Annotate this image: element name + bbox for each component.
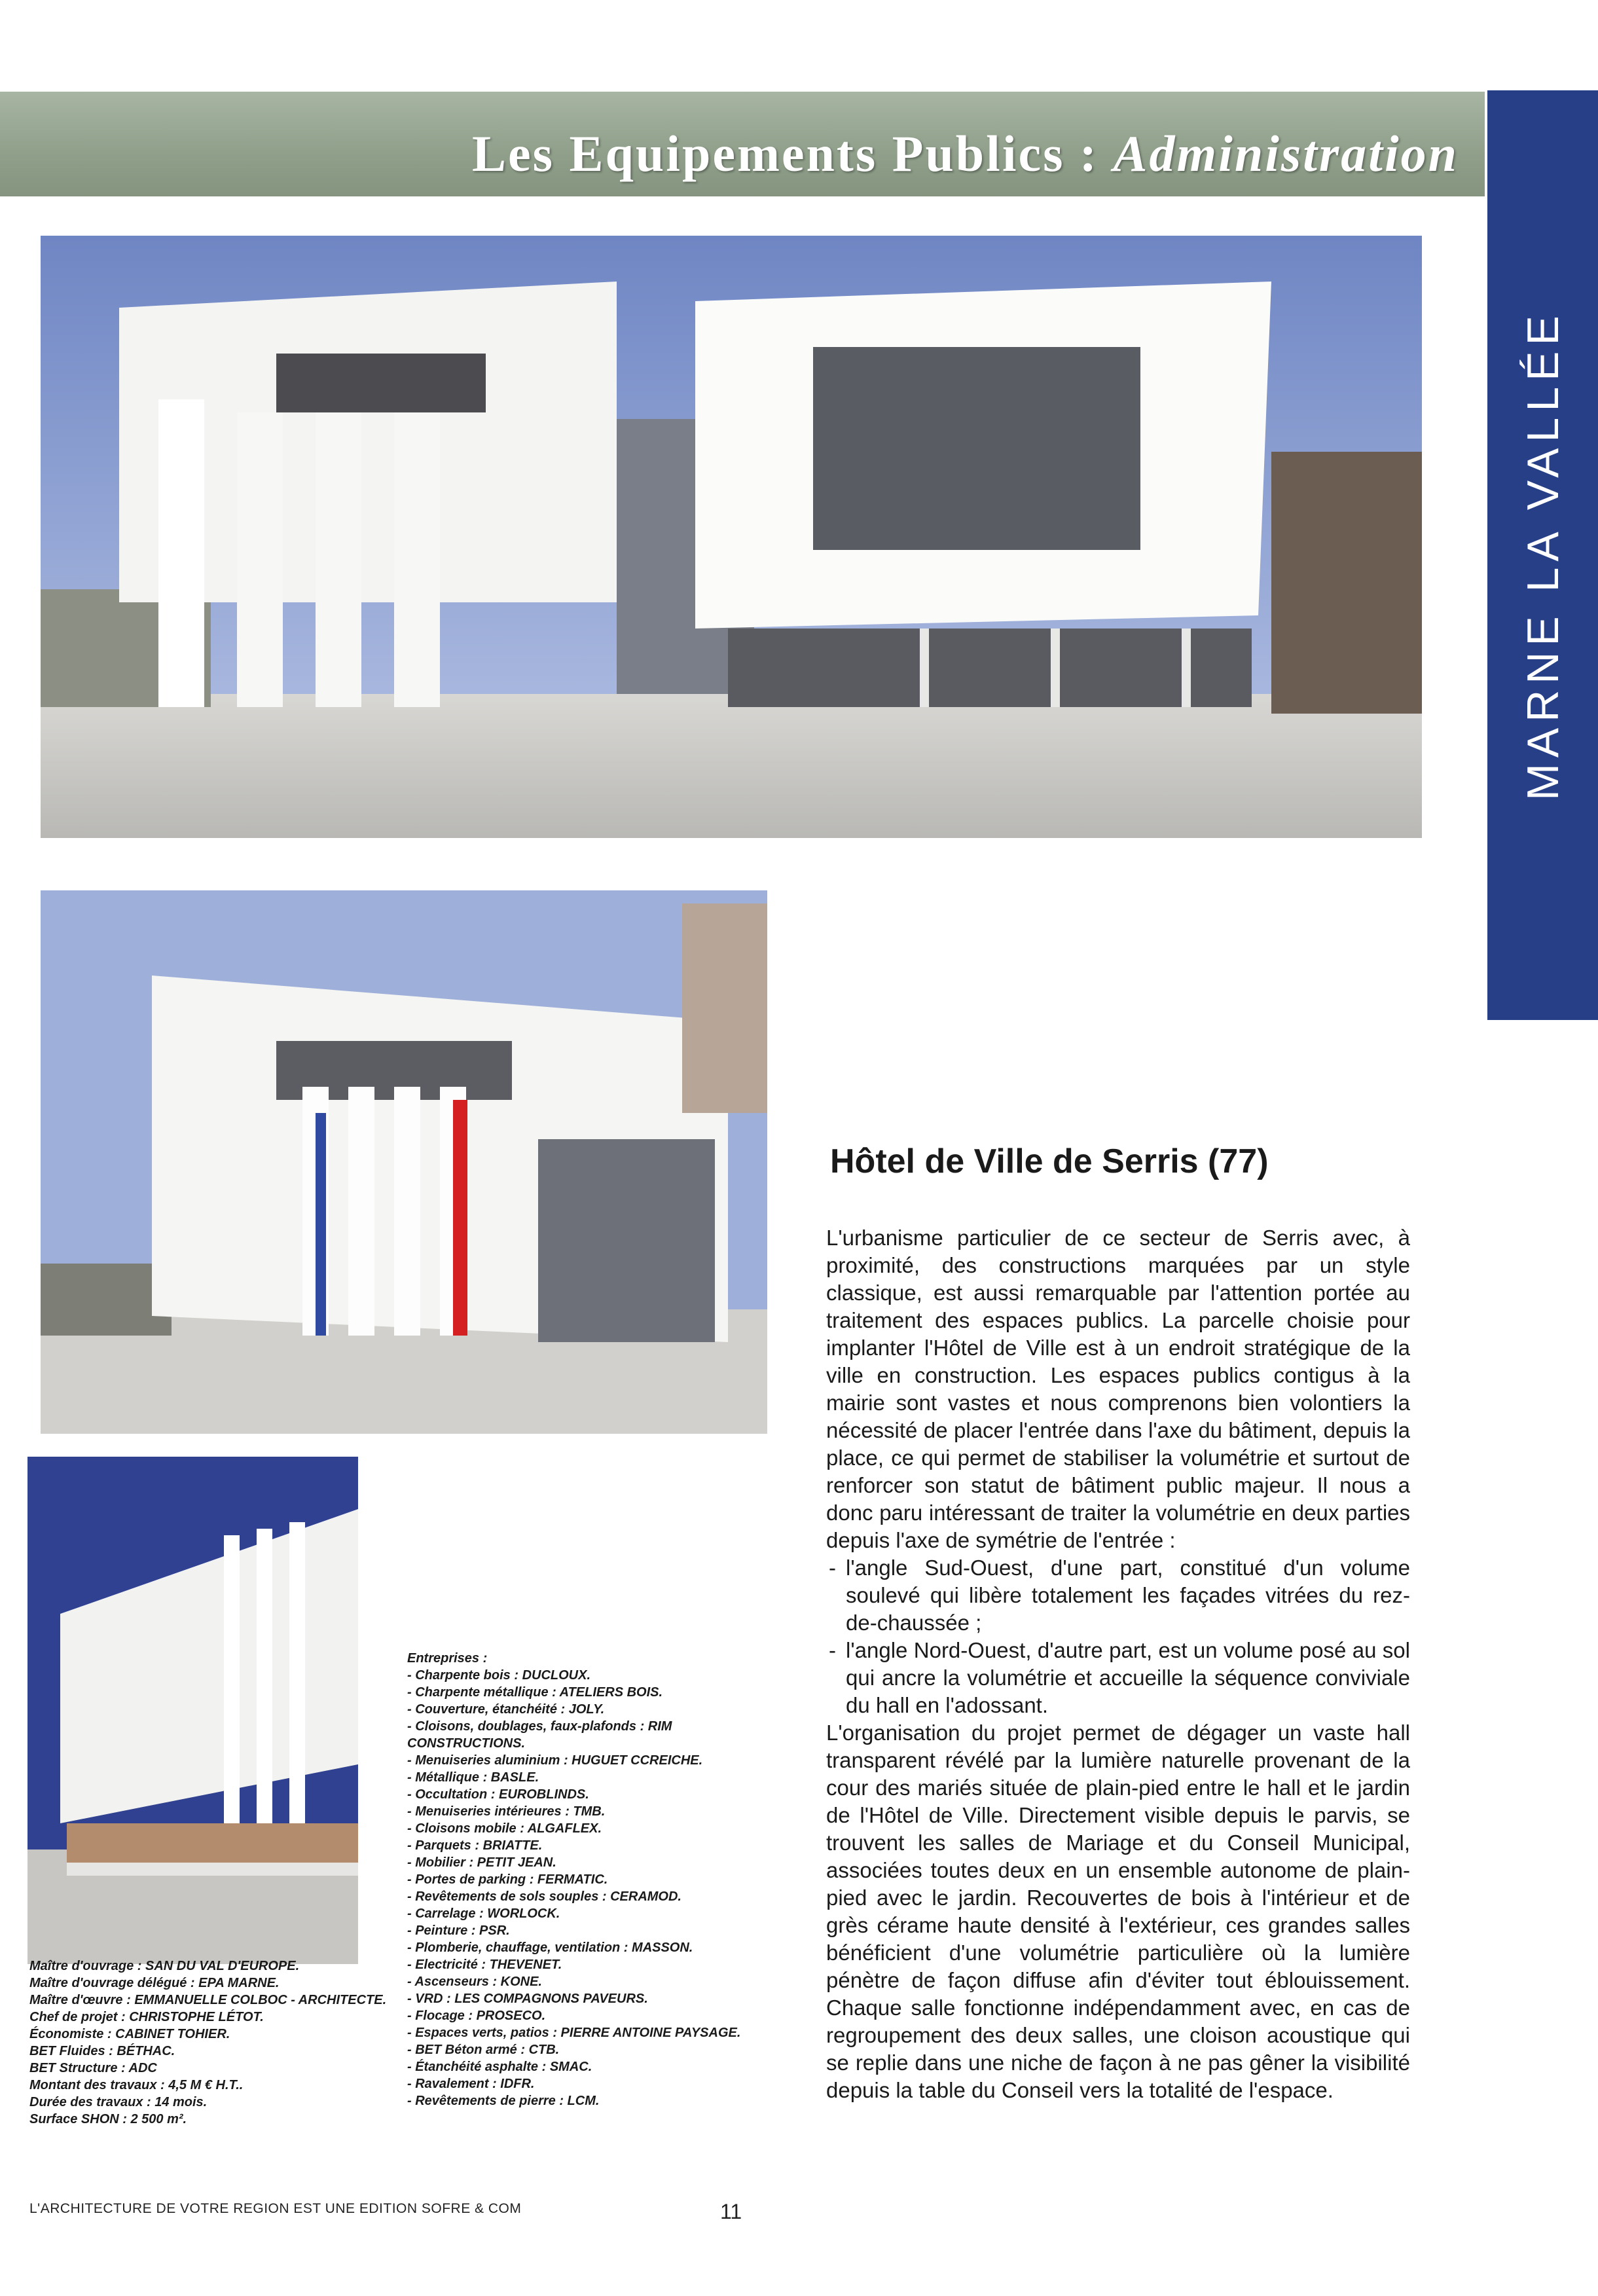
company-line: - Couverture, étanchéité : JOLY. bbox=[407, 1702, 605, 1717]
company-line: - BET Béton armé : CTB. bbox=[407, 2043, 560, 2057]
section-title-accent: Administration bbox=[1113, 125, 1459, 182]
credit-line: Montant des travaux : 4,5 M € H.T.. bbox=[29, 2078, 244, 2092]
company-line: - Cloisons, doublages, faux-plafonds : RIM CONSTRUCTIONS. bbox=[407, 1719, 672, 1751]
company-line: - Peinture : PSR. bbox=[407, 1923, 510, 1938]
photo-corner-drawing bbox=[27, 1457, 358, 1964]
company-line: - Portes de parking : FERMATIC. bbox=[407, 1872, 608, 1887]
company-line: - Ascenseurs : KONE. bbox=[407, 1975, 542, 1989]
region-label: MARNE LA VALLÉE bbox=[1517, 310, 1568, 801]
credit-line: Maître d'œuvre : EMMANUELLE COLBOC - ARCHITECTE. bbox=[29, 1993, 387, 2007]
photo-main-facade-drawing bbox=[41, 236, 1422, 838]
article-title: Hôtel de Ville de Serris (77) bbox=[830, 1142, 1269, 1180]
project-credits bbox=[29, 1958, 396, 2128]
header-band bbox=[0, 92, 1485, 196]
company-line: - Plomberie, chauffage, ventilation : MASSON. bbox=[407, 1941, 693, 1955]
section-title-main: Les Equipements Publics : bbox=[472, 125, 1114, 182]
section-title bbox=[472, 124, 1459, 183]
company-line: - Revêtements de pierre : LCM. bbox=[407, 2094, 600, 2108]
photo-main-facade bbox=[41, 236, 1422, 838]
company-line: - Ravalement : IDFR. bbox=[407, 2077, 535, 2091]
article-bullet: - l'angle Sud-Ouest, d'une part, constitué d'un volume soulevé qui libère totalement les façades vitrées du rez-de-chaussée ; bbox=[826, 1554, 1410, 1637]
photo-entrance-drawing bbox=[41, 890, 767, 1434]
company-line: - Electricité : THEVENET. bbox=[407, 1958, 562, 1972]
publisher-footer: L'ARCHITECTURE DE VOTRE REGION EST UNE EDITION SOFRE & COM bbox=[29, 2201, 522, 2216]
article-body bbox=[826, 1224, 1410, 2104]
companies-heading: Entreprises : bbox=[407, 1651, 488, 1666]
article-intro: L'urbanisme particulier de ce secteur de Serris avec, à proximité, des constructions marquées par un style classique, est aussi remarquable par l'attention portée au traitement des espaces publics. La parcelle choisie pour implanter l'Hôtel de Ville est à un endroit stratégique de la ville en construction. Les espaces publics contigus à la mairie sont vastes et nous comprenons bien volontiers la nécessité de placer l'entrée dans l'axe du bâtiment, depuis la place, ce qui permet de stabiliser la volumétrie et surtout de renforcer son statut de bâtiment public majeur. Il nous a donc paru intéressant de traiter la volumétrie en deux parties depuis l'axe de symétrie de l'entrée : bbox=[826, 1226, 1410, 1552]
credit-line: Maître d'ouvrage : SAN DU VAL D'EUROPE. bbox=[29, 1959, 300, 1973]
credit-line: Surface SHON : 2 500 m². bbox=[29, 2112, 187, 2126]
company-line: - Carrelage : WORLOCK. bbox=[407, 1906, 560, 1921]
credit-line: BET Fluides : BÉTHAC. bbox=[29, 2044, 175, 2058]
article-bullet-list bbox=[826, 1554, 1410, 1719]
credit-line: BET Structure : ADC bbox=[29, 2061, 157, 2075]
company-line: - Parquets : BRIATTE. bbox=[407, 1838, 543, 1853]
company-line: - Cloisons mobile : ALGAFLEX. bbox=[407, 1821, 602, 1836]
credit-line: Durée des travaux : 14 mois. bbox=[29, 2095, 208, 2109]
company-line: - Métallique : BASLE. bbox=[407, 1770, 539, 1785]
credit-line: Économiste : CABINET TOHIER. bbox=[29, 2027, 230, 2041]
company-line: - Flocage : PROSECO. bbox=[407, 2009, 546, 2023]
credit-line: Chef de projet : CHRISTOPHE LÉTOT. bbox=[29, 2010, 264, 2024]
company-line: - Espaces verts, patios : PIERRE ANTOINE PAYSAGE. bbox=[407, 2026, 741, 2040]
company-line: - Étanchéité asphalte : SMAC. bbox=[407, 2060, 592, 2074]
company-line: - VRD : LES COMPAGNONS PAVEURS. bbox=[407, 1992, 648, 2006]
company-line: - Revêtements de sols souples : CERAMOD. bbox=[407, 1889, 681, 1904]
company-line: - Mobilier : PETIT JEAN. bbox=[407, 1855, 556, 1870]
company-line: - Charpente métallique : ATELIERS BOIS. bbox=[407, 1685, 663, 1700]
company-line: - Menuiseries aluminium : HUGUET CCREICHE. bbox=[407, 1753, 703, 1768]
photo-corner bbox=[27, 1457, 358, 1964]
company-line: - Charpente bois : DUCLOUX. bbox=[407, 1668, 591, 1683]
region-side-tab bbox=[1487, 90, 1598, 1020]
article-closing: L'organisation du projet permet de dégager un vaste hall transparent révélé par la lumière naturelle provenant de la cour des mariés située de plain-pied entre le hall et le jardin de l'Hôtel de Ville. Directement visible depuis le parvis, se trouvent les salles de Mariage et du Conseil Municipal, associées toutes deux en un ensemble autonome de plain-pied avec le jardin. Recouvertes de bois à l'intérieur et de grès cérame haute densité à l'extérieur, ces grandes salles bénéficient d'une volumétrie particulière où la lumière pénètre de façon diffuse afin d'éviter tout éblouissement. Chaque salle fonctionne indépendamment avec, en cas de regroupement des deux salles, une cloison acoustique qui se replie dans une niche de façon à ne pas gêner la visibilité depuis la table du Conseil vers la totalité de l'espace. bbox=[826, 1721, 1410, 2102]
page-number: 11 bbox=[720, 2200, 742, 2223]
credit-line: Maître d'ouvrage délégué : EPA MARNE. bbox=[29, 1976, 280, 1990]
photo-entrance bbox=[41, 890, 767, 1434]
company-line: - Menuiseries intérieures : TMB. bbox=[407, 1804, 606, 1819]
company-line: - Occultation : EUROBLINDS. bbox=[407, 1787, 589, 1802]
companies-list bbox=[407, 1650, 774, 2109]
article-bullet: - l'angle Nord-Ouest, d'autre part, est un volume posé au sol qui ancre la volumétrie et accueille la séquence conviviale du hall en l'adossant. bbox=[826, 1637, 1410, 1719]
